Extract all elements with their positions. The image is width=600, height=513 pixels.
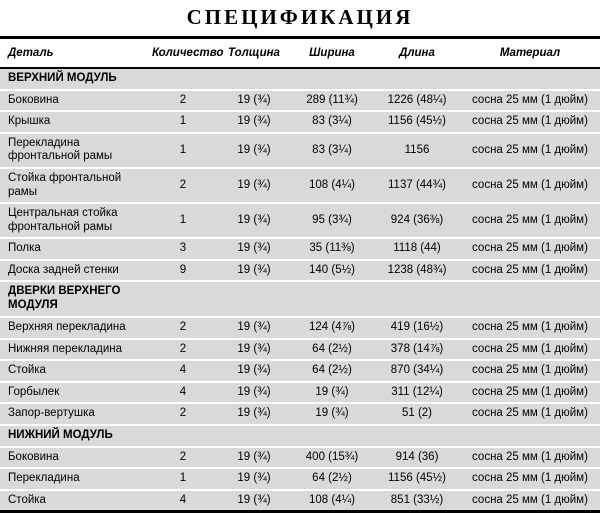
cell-quantity: 2 (179, 93, 187, 106)
cell-length: 51 (2) (401, 407, 433, 420)
table-row (0, 203, 600, 238)
cell-width: 19 (¾) (315, 385, 349, 398)
cell-width: 83 (3¼) (312, 115, 352, 128)
cell-material: сосна 25 мм (1 дюйм) (472, 143, 588, 156)
table-row (0, 238, 600, 260)
cell-thickness: 19 (¾) (237, 450, 271, 463)
cell-width: 35 (11⅜) (309, 242, 355, 255)
cell-thickness: 19 (¾) (237, 263, 271, 276)
cell-part: Центральная стойка фронтальной рамы (8, 207, 118, 233)
cell-material: сосна 25 мм (1 дюйм) (472, 450, 588, 463)
cell-length: 851 (33½) (390, 493, 444, 506)
cell-width: 400 (15¾) (305, 450, 359, 463)
cell-part: Горбылек (8, 385, 60, 398)
cell-length: 311 (12¼) (391, 385, 443, 398)
cell-length: 1156 (45½) (388, 115, 446, 128)
cell-material: сосна 25 мм (1 дюйм) (472, 493, 588, 506)
cell-quantity: 2 (179, 450, 187, 463)
cell-thickness: 19 (¾) (237, 385, 271, 398)
cell-part: Полка (8, 242, 41, 255)
cell-part: Верхняя перекладина (8, 321, 126, 334)
cell-material: сосна 25 мм (1 дюйм) (472, 472, 588, 485)
section-label: ВЕРХНИЙ МОДУЛЬ (8, 72, 117, 84)
cell-thickness: 19 (¾) (237, 407, 271, 420)
section-row (0, 281, 600, 317)
column-header-width: Ширина (290, 38, 374, 69)
specification-page (0, 5, 600, 513)
cell-length: 870 (34¼) (390, 364, 444, 377)
cell-part: Боковина (8, 450, 59, 463)
cell-quantity: 1 (179, 115, 187, 128)
cell-quantity: 2 (179, 178, 187, 191)
cell-thickness: 19 (¾) (237, 178, 271, 191)
cell-length: 924 (36⅜) (390, 213, 444, 226)
table-body (0, 68, 600, 512)
cell-material: сосна 25 мм (1 дюйм) (472, 364, 588, 377)
table-row (0, 403, 600, 425)
cell-part: Стойка (8, 364, 46, 377)
section-title (0, 281, 600, 317)
cell-thickness: 19 (¾) (237, 213, 271, 226)
table-row (0, 317, 600, 339)
column-header-length: Длина (374, 38, 460, 69)
cell-thickness: 19 (¾) (237, 472, 271, 485)
cell-material: сосна 25 мм (1 дюйм) (472, 178, 588, 191)
cell-part: Боковина (8, 93, 59, 106)
cell-width: 83 (3¼) (312, 143, 352, 156)
cell-material: сосна 25 мм (1 дюйм) (472, 242, 588, 255)
cell-length: 1137 (44¾) (388, 178, 446, 191)
table-row (0, 339, 600, 361)
cell-quantity: 3 (179, 242, 187, 255)
cell-length: 378 (14⅞) (390, 342, 444, 355)
cell-length: 1226 (48¼) (387, 93, 447, 106)
cell-part: Стойка фронтальной рамы (8, 172, 122, 198)
cell-width: 140 (5½) (308, 263, 356, 276)
cell-length: 1238 (48¾) (387, 263, 447, 276)
cell-part: Перекладина (8, 472, 80, 485)
cell-quantity: 9 (179, 263, 187, 276)
cell-width: 124 (4⅞) (308, 321, 356, 334)
cell-material: сосна 25 мм (1 дюйм) (472, 342, 588, 355)
cell-material: сосна 25 мм (1 дюйм) (472, 213, 588, 226)
cell-width: 64 (2½) (312, 472, 352, 485)
column-header-thickness: Толщина (218, 38, 290, 69)
cell-length: 1156 (404, 143, 430, 156)
column-header-part: Деталь (0, 38, 148, 69)
cell-thickness: 19 (¾) (237, 93, 271, 106)
cell-material: сосна 25 мм (1 дюйм) (472, 385, 588, 398)
cell-part: Нижняя перекладина (8, 342, 122, 355)
cell-length: 1118 (44) (393, 242, 441, 255)
section-label: ДВЕРКИ ВЕРХНЕГО МОДУЛЯ (8, 285, 121, 312)
table-row (0, 382, 600, 404)
cell-part: Доска задней стенки (8, 263, 119, 276)
cell-width: 95 (3¾) (312, 213, 352, 226)
section-title (0, 425, 600, 447)
cell-thickness: 19 (¾) (237, 321, 271, 334)
cell-width: 108 (4¼) (308, 178, 356, 191)
cell-quantity: 2 (179, 342, 187, 355)
table-row (0, 260, 600, 282)
cell-part: Стойка (8, 493, 46, 506)
cell-material: сосна 25 мм (1 дюйм) (472, 93, 588, 106)
section-title (0, 68, 600, 90)
table-row (0, 360, 600, 382)
cell-thickness: 19 (¾) (237, 143, 271, 156)
cell-part: Перекладина фронтальной рамы (8, 136, 113, 163)
cell-thickness: 19 (¾) (237, 493, 271, 506)
cell-material: сосна 25 мм (1 дюйм) (472, 407, 588, 420)
column-header-quantity: Количество (148, 38, 218, 69)
cell-thickness: 19 (¾) (237, 115, 271, 128)
cell-quantity: 1 (179, 472, 187, 485)
cell-material: сосна 25 мм (1 дюйм) (472, 321, 588, 334)
cell-length: 914 (36) (395, 450, 439, 463)
cell-thickness: 19 (¾) (237, 342, 271, 355)
table-row (0, 168, 600, 203)
cell-part: Крышка (8, 115, 51, 128)
section-row (0, 425, 600, 447)
cell-part: Запор-вертушка (8, 407, 95, 420)
cell-quantity: 1 (179, 143, 187, 156)
cell-thickness: 19 (¾) (237, 364, 271, 377)
cell-length: 1156 (45½) (388, 472, 446, 485)
table-row (0, 90, 600, 112)
cell-quantity: 2 (179, 321, 187, 334)
table-header (0, 38, 600, 69)
table-row (0, 447, 600, 469)
cell-width: 108 (4¼) (308, 493, 356, 506)
section-row (0, 68, 600, 90)
cell-quantity: 4 (179, 385, 187, 398)
cell-width: 64 (2½) (312, 342, 352, 355)
cell-quantity: 4 (179, 493, 187, 506)
cell-width: 64 (2½) (312, 364, 352, 377)
section-label: НИЖНИЙ МОДУЛЬ (8, 428, 113, 441)
cell-thickness: 19 (¾) (237, 242, 271, 255)
table-row (0, 490, 600, 512)
header-row (0, 38, 600, 69)
cell-quantity: 2 (179, 407, 187, 420)
specification-table (0, 36, 600, 513)
cell-material: сосна 25 мм (1 дюйм) (472, 263, 588, 276)
table-row (0, 468, 600, 490)
table-row (0, 133, 600, 168)
cell-length: 419 (16½) (390, 321, 444, 334)
cell-material: сосна 25 мм (1 дюйм) (472, 115, 588, 128)
page-title: СПЕЦИФИКАЦИЯ (186, 5, 414, 29)
column-header-material: Материал (460, 38, 600, 69)
cell-width: 289 (11¾) (306, 93, 358, 106)
cell-width: 19 (¾) (315, 407, 349, 420)
table-row (0, 111, 600, 133)
cell-quantity: 4 (179, 364, 187, 377)
cell-quantity: 1 (179, 213, 187, 226)
